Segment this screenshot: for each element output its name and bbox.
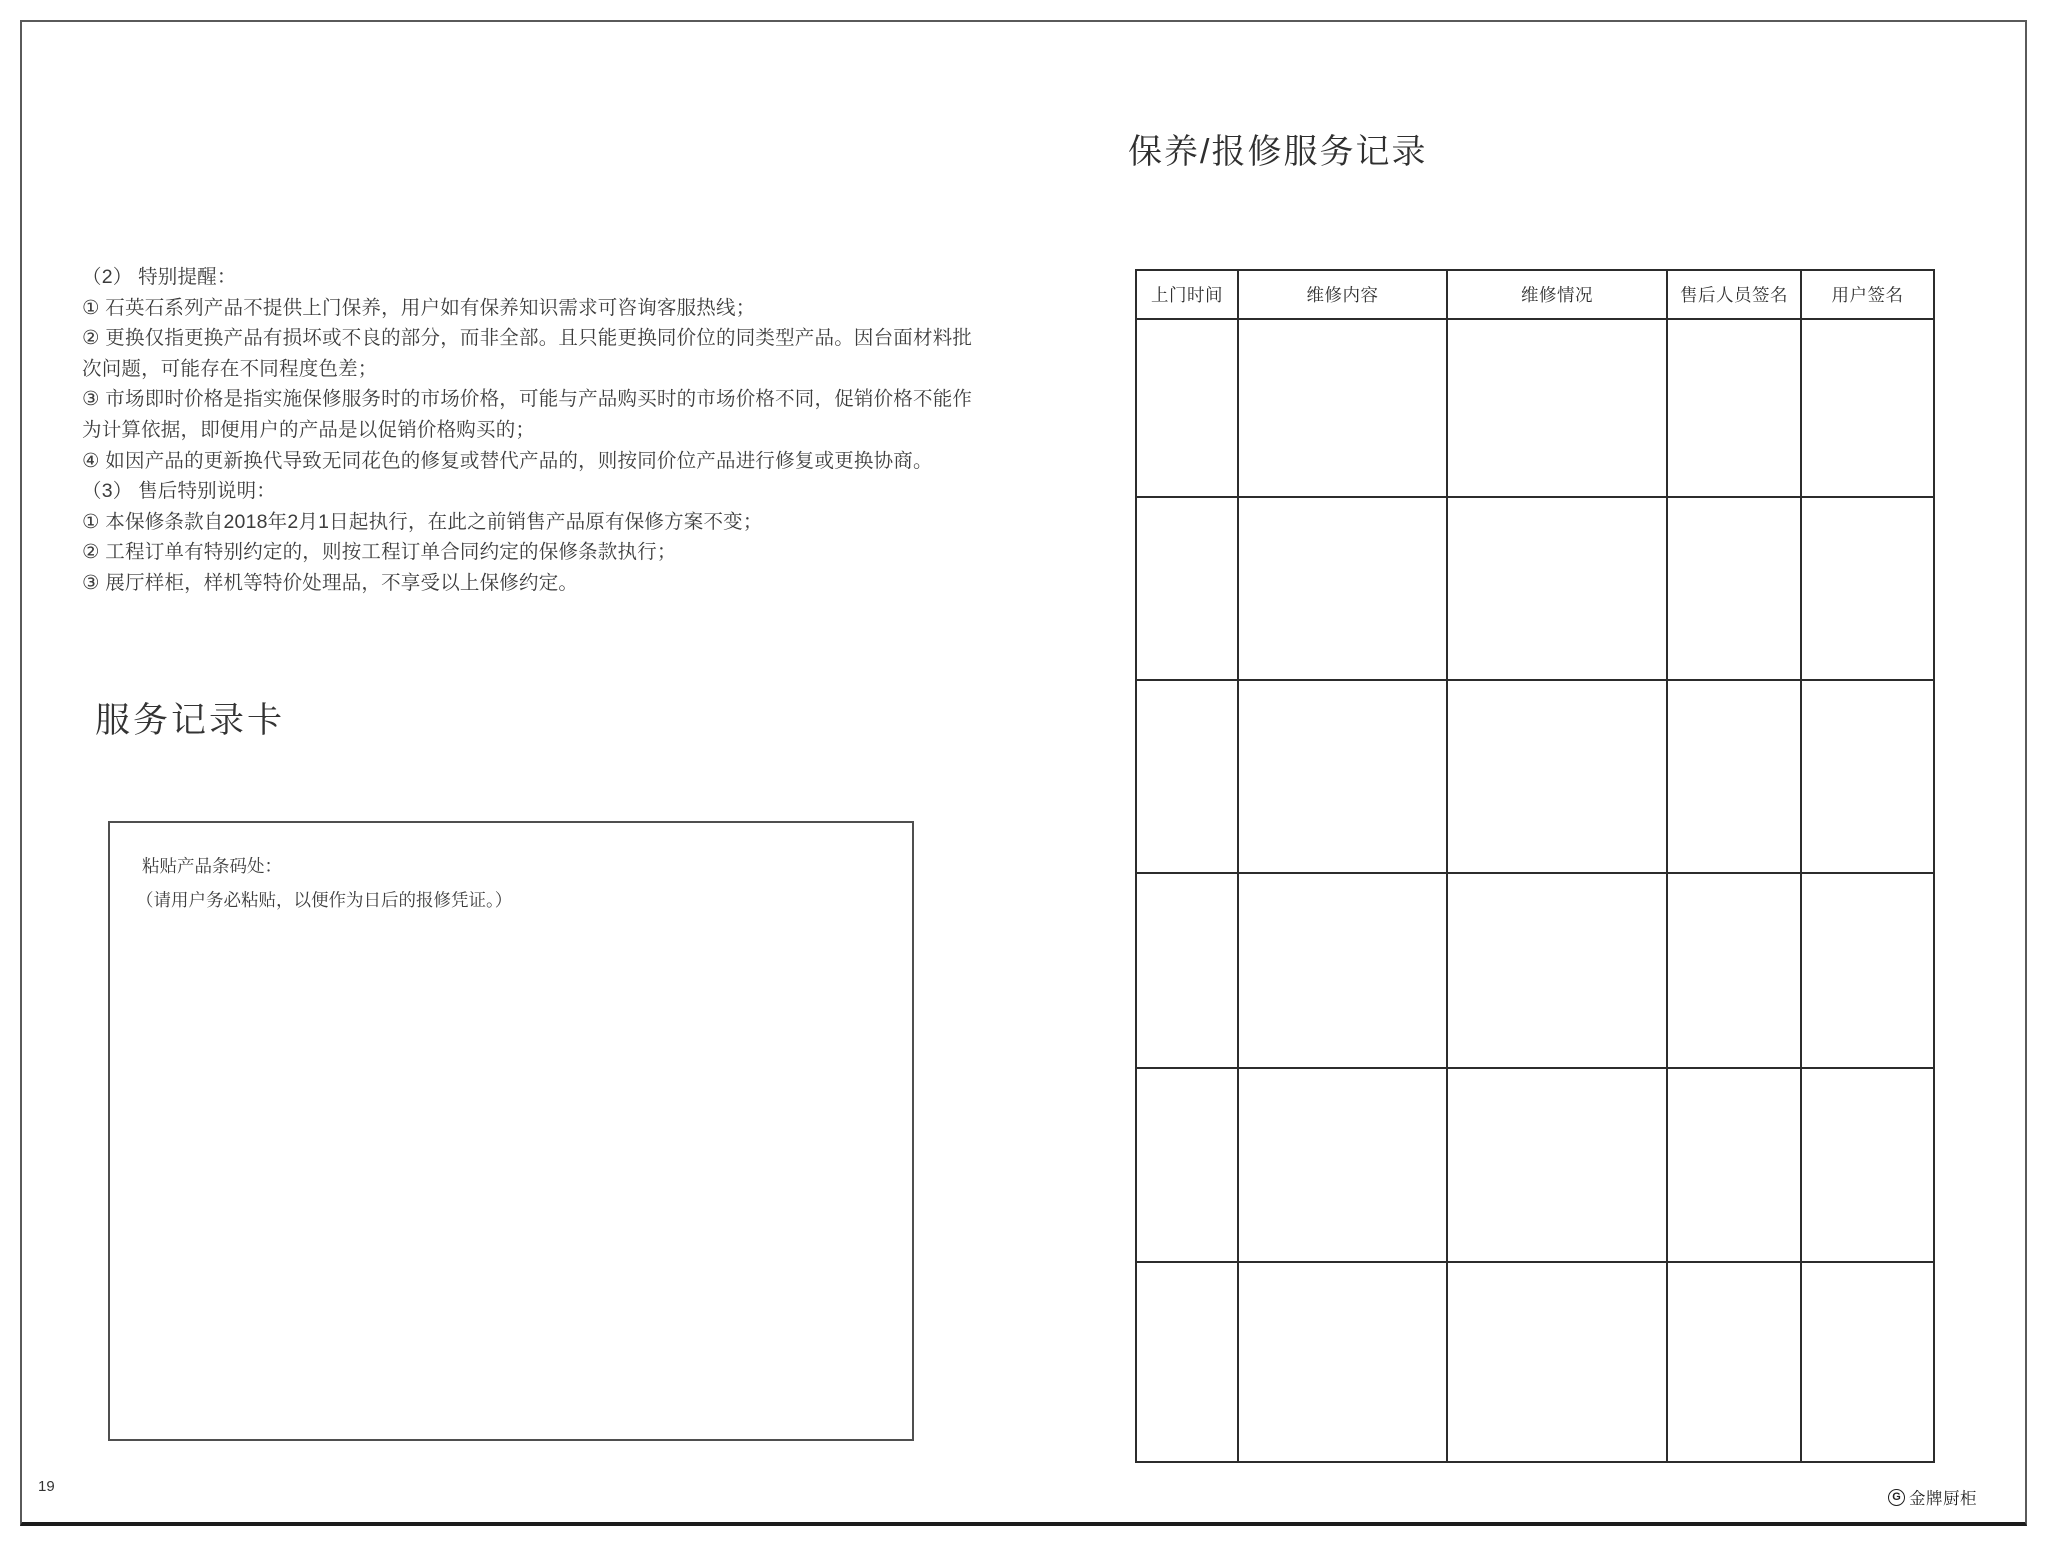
note-line: ① 本保修条款自2018年2月1日起执行，在此之前销售产品原有保修方案不变； xyxy=(82,510,763,533)
table-cell xyxy=(1667,1068,1801,1262)
table-cell xyxy=(1447,497,1667,680)
maintenance-record-table xyxy=(1135,269,1935,1463)
note-line: ③ 展厅样柜，样机等特价处理品，不享受以上保修约定。 xyxy=(82,571,579,594)
table-cell xyxy=(1447,1068,1667,1262)
note-line: ② 更换仅指更换产品有损坏或不良的部分，而非全部。且只能更换同价位的同类型产品。因台面材料批 xyxy=(82,327,973,350)
column-header-repair-content: 维修内容 xyxy=(1238,270,1447,319)
table-cell xyxy=(1238,497,1447,680)
brand-logo xyxy=(1888,1485,1977,1509)
table-cell xyxy=(1447,873,1667,1068)
note-line: ④ 如因产品的更新换代导致无同花色的修复或替代产品的，则按同价位产品进行修复或更换协商。 xyxy=(82,449,933,472)
table-cell xyxy=(1667,1262,1801,1462)
table-cell xyxy=(1238,1068,1447,1262)
goldenhome-g-icon: G xyxy=(1888,1489,1905,1506)
table-cell xyxy=(1801,1262,1934,1462)
table-cell xyxy=(1238,680,1447,873)
note-line: 为计算依据，即便用户的产品是以促销价格购买的； xyxy=(82,418,536,441)
table-cell xyxy=(1136,497,1238,680)
maintenance-record-title: 保养/报修服务记录 xyxy=(1128,133,1428,171)
table-row xyxy=(1136,497,1934,680)
column-header-aftersales-signature: 售后人员签名 xyxy=(1667,270,1801,319)
table-cell xyxy=(1801,680,1934,873)
column-header-user-signature: 用户签名 xyxy=(1801,270,1934,319)
table-cell xyxy=(1667,319,1801,497)
table-cell xyxy=(1801,873,1934,1068)
brand-name: 金牌厨柜 xyxy=(1909,1490,1977,1508)
table-cell xyxy=(1801,319,1934,497)
table-cell xyxy=(1801,497,1934,680)
table-row xyxy=(1136,319,1934,497)
table-cell xyxy=(1447,319,1667,497)
table-row xyxy=(1136,1262,1934,1462)
table-row xyxy=(1136,1068,1934,1262)
table-cell xyxy=(1136,1068,1238,1262)
barcode-paste-box xyxy=(108,821,914,1441)
page-number: 19 xyxy=(38,1478,55,1495)
table-cell xyxy=(1136,680,1238,873)
service-record-card-title: 服务记录卡 xyxy=(95,701,286,740)
note-line: （3） 售后特别说明： xyxy=(82,480,276,503)
barcode-box-note: （请用户务必粘贴，以便作为日后的报修凭证。） xyxy=(136,890,513,910)
table-cell xyxy=(1667,873,1801,1068)
special-reminder-notes xyxy=(82,262,1042,599)
column-header-visit-time: 上门时间 xyxy=(1136,270,1238,319)
table-cell xyxy=(1238,1262,1447,1462)
barcode-box-label: 粘贴产品条码处： xyxy=(142,856,282,876)
table-cell xyxy=(1238,873,1447,1068)
table-cell xyxy=(1447,680,1667,873)
table-row xyxy=(1136,873,1934,1068)
note-line: ② 工程订单有特别约定的，则按工程订单合同约定的保修条款执行； xyxy=(82,541,677,564)
note-line: 次问题，可能存在不同程度色差； xyxy=(82,357,378,380)
note-line: ③ 市场即时价格是指实施保修服务时的市场价格，可能与产品购买时的市场价格不同，促销价格不能作 xyxy=(82,388,973,411)
table-cell xyxy=(1136,319,1238,497)
table-cell xyxy=(1136,873,1238,1068)
table-header-row xyxy=(1136,270,1934,319)
table-row xyxy=(1136,680,1934,873)
table-cell xyxy=(1136,1262,1238,1462)
column-header-repair-status: 维修情况 xyxy=(1447,270,1667,319)
table-cell xyxy=(1801,1068,1934,1262)
table-cell xyxy=(1447,1262,1667,1462)
note-line: （2） 特别提醒： xyxy=(82,266,237,288)
table-cell xyxy=(1667,680,1801,873)
table-cell xyxy=(1667,497,1801,680)
note-line: ① 石英石系列产品不提供上门保养，用户如有保养知识需求可咨询客服热线； xyxy=(82,296,756,319)
table-cell xyxy=(1238,319,1447,497)
